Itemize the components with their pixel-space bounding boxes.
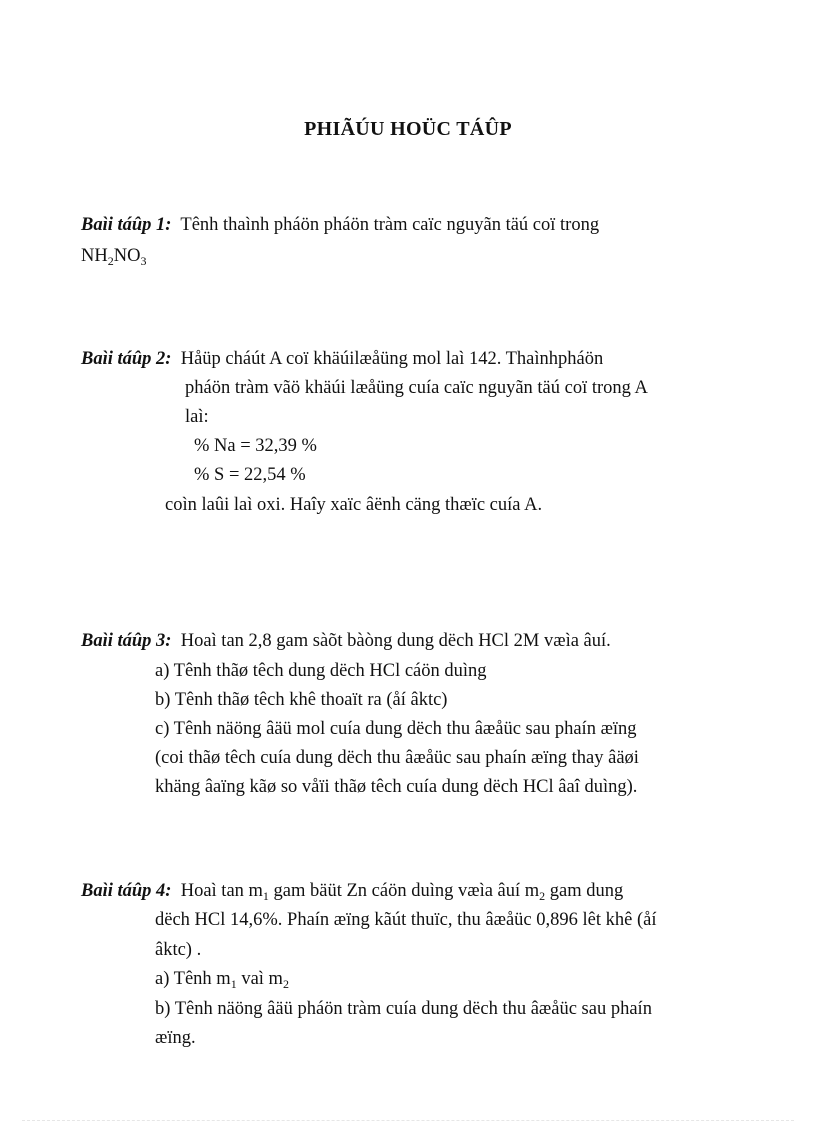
- exercise-4-label: Baìi táûp 4:: [81, 881, 172, 901]
- exercise-4-item-a: a) Tênh $m_1$ vaì $m_2$: [155, 969, 289, 991]
- exercise-3-label: Baìi táûp 3:: [81, 631, 172, 651]
- exercise-1-label: Baìi táûp 1:: [81, 215, 172, 235]
- exercise-2-line-1: Baìi táûp 2: Håüp cháút A coï khäúilæåüng mol laì 142. Thaìnhpháön: [81, 349, 604, 369]
- exercise-2-label: Baìi táûp 2:: [81, 349, 172, 369]
- exercise-2-s: % S = 22,54 %: [194, 465, 306, 485]
- exercise-2-na: % Na = 32,39 %: [194, 436, 317, 456]
- exercise-4-line-3: âktc) .: [155, 940, 202, 960]
- exercise-2-line-2: pháön tràm vãö khäúi læåüng cuía caïc nguyãn täú coï trong A: [185, 378, 648, 398]
- exercise-3-item-a: a) Tênh thãø têch dung dëch HCl cáön duìng: [155, 661, 487, 681]
- exercise-1-text: Tênh thaình pháön pháön tràm caïc nguyãn täú coï trong: [180, 215, 600, 235]
- exercise-3-item-c: c) Tênh näöng âäü mol cuía dung dëch thu âæåüc sau phaín æïng: [155, 719, 637, 739]
- exercise-3-line-1: Baìi táûp 3: Hoaì tan 2,8 gam sàõt bàòng dung dëch HCl 2M væìa âuí.: [81, 631, 611, 651]
- page-title: PHIÃÚU HOÜC TÁÛP: [304, 118, 512, 140]
- exercise-3-item-b: b) Tênh thãø têch khê thoaït ra (åí âktc): [155, 690, 448, 710]
- exercise-3-item-c-3: khäng âaïng kãø so våïi thãø têch cuía dung dëch HCl âaî duìng).: [155, 777, 638, 797]
- exercise-1-formula: $NH_2NO_3$: [81, 246, 147, 268]
- exercise-3-item-c-2: (coi thãø têch cuía dung dëch thu âæåüc sau phaín æïng thay âäøi: [155, 748, 639, 768]
- exercise-4-item-b: b) Tênh näöng âäü pháön tràm cuía dung dëch thu âæåüc sau phaín: [155, 999, 652, 1019]
- exercise-4-item-b-2: æïng.: [155, 1028, 196, 1048]
- exercise-4-line-1: Baìi táûp 4: Hoaì $\tan m_1$ gam bäüt Zn cáön duìng væìa âuí $m_2$ gam dung: [81, 881, 624, 903]
- exercise-2-line-3: laì:: [185, 407, 209, 427]
- page-bottom-divider: [22, 1120, 794, 1121]
- exercise-2-rest: coìn laûi laì oxi. Haîy xaïc âënh cäng thæïc cuía A.: [165, 495, 543, 515]
- exercise-4-line-2: dëch HCl 14,6%. Phaín æïng kãút thuïc, thu âæåüc 0,896 lêt khê (åí: [155, 910, 657, 930]
- exercise-1-line-1: [81, 214, 599, 236]
